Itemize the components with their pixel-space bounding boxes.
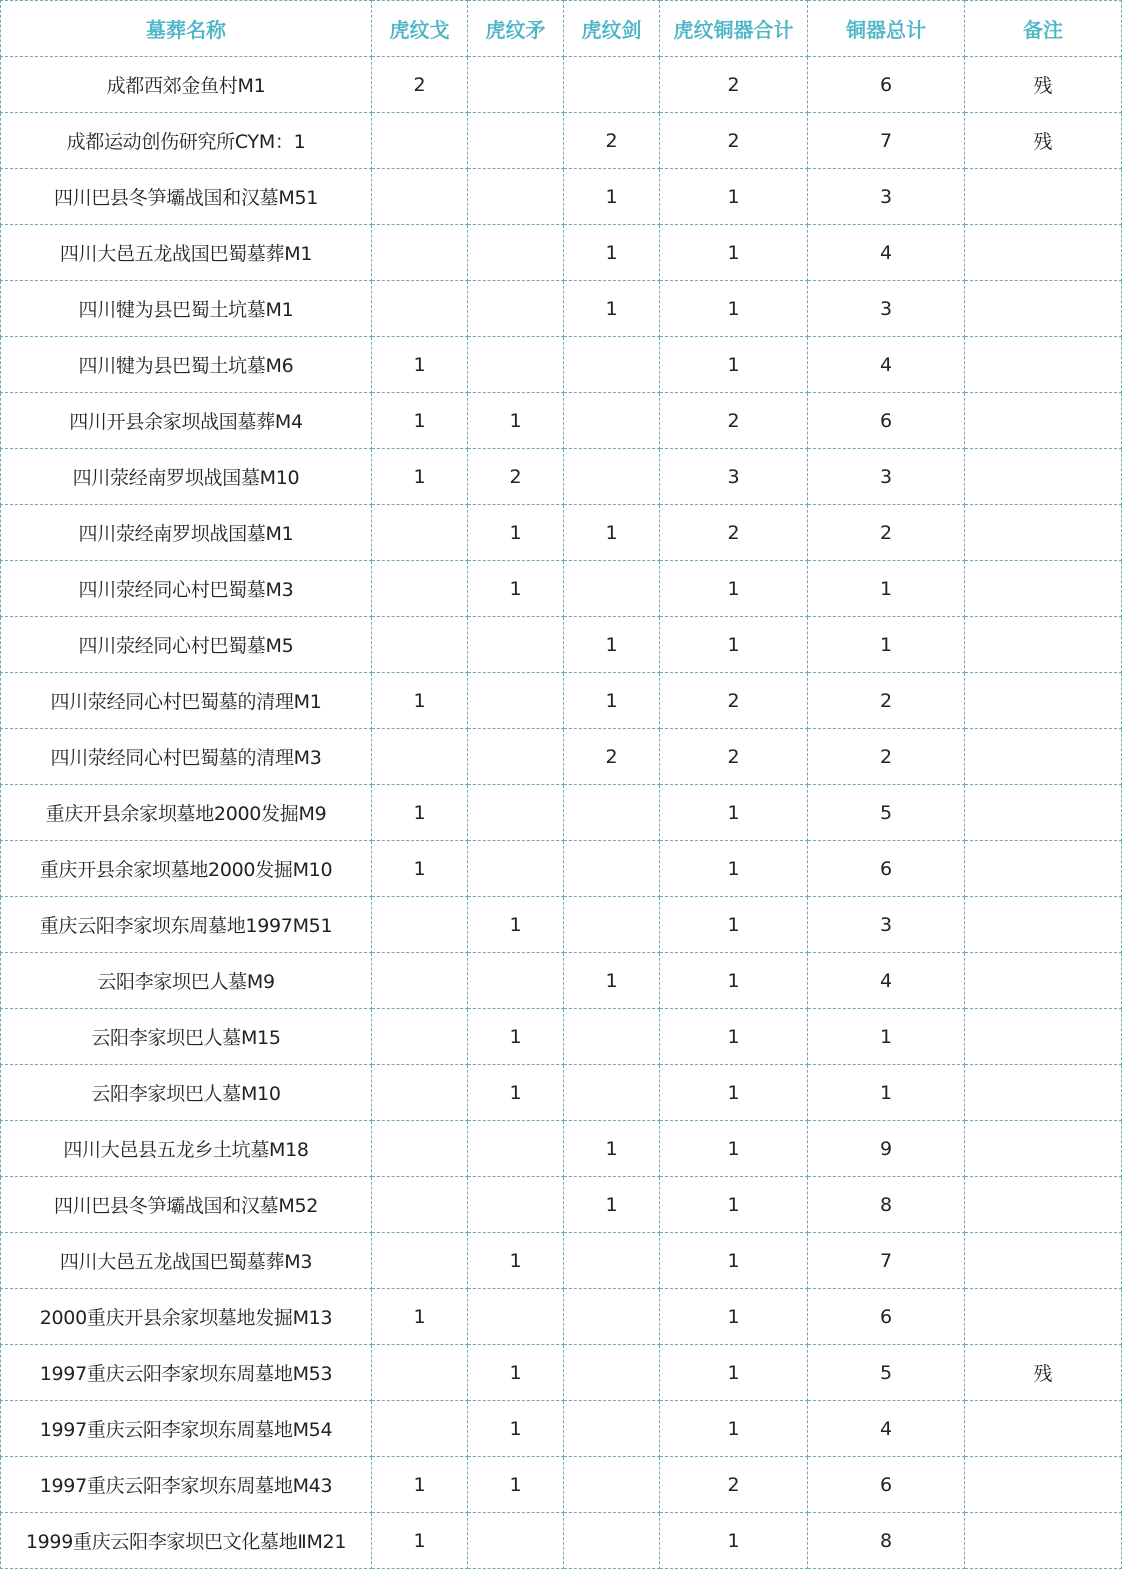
cell-remarks — [965, 1401, 1122, 1457]
cell-tiger-bronze-subtotal: 1 — [660, 1121, 808, 1177]
cell-remarks — [965, 841, 1122, 897]
cell-tiger-ge: 1 — [372, 1457, 468, 1513]
cell-tomb-name: 成都运动创伤研究所CYM：1 — [1, 113, 372, 169]
cell-tiger-bronze-subtotal: 1 — [660, 561, 808, 617]
table-row — [1, 1289, 1122, 1345]
cell-remarks — [965, 953, 1122, 1009]
cell-tiger-spear — [468, 281, 564, 337]
table-row — [1, 505, 1122, 561]
table-row — [1, 729, 1122, 785]
table-row — [1, 57, 1122, 113]
cell-tiger-bronze-subtotal: 1 — [660, 617, 808, 673]
table-body — [1, 57, 1122, 1569]
cell-tiger-bronze-subtotal: 1 — [660, 1065, 808, 1121]
cell-tiger-ge — [372, 897, 468, 953]
cell-tiger-spear: 1 — [468, 1065, 564, 1121]
cell-tiger-bronze-subtotal: 1 — [660, 1345, 808, 1401]
cell-tiger-spear — [468, 225, 564, 281]
table-row — [1, 281, 1122, 337]
table-row — [1, 1177, 1122, 1233]
cell-tiger-bronze-subtotal: 1 — [660, 225, 808, 281]
cell-tomb-name: 云阳李家坝巴人墓M10 — [1, 1065, 372, 1121]
cell-tiger-spear: 1 — [468, 505, 564, 561]
cell-tomb-name: 四川大邑五龙战国巴蜀墓葬M1 — [1, 225, 372, 281]
cell-bronze-total: 1 — [808, 561, 965, 617]
cell-tiger-bronze-subtotal: 1 — [660, 1233, 808, 1289]
cell-tiger-sword: 1 — [564, 673, 660, 729]
cell-tiger-sword: 2 — [564, 113, 660, 169]
cell-tiger-spear — [468, 1513, 564, 1569]
cell-tiger-bronze-subtotal: 2 — [660, 113, 808, 169]
cell-tiger-sword — [564, 1457, 660, 1513]
cell-tomb-name: 1999重庆云阳李家坝巴文化墓地ⅡM21 — [1, 1513, 372, 1569]
cell-tiger-sword: 1 — [564, 1121, 660, 1177]
cell-tiger-sword — [564, 841, 660, 897]
cell-tiger-sword — [564, 1513, 660, 1569]
cell-remarks — [965, 729, 1122, 785]
cell-tiger-spear — [468, 57, 564, 113]
cell-tomb-name: 四川荥经同心村巴蜀墓M3 — [1, 561, 372, 617]
table-row — [1, 1345, 1122, 1401]
cell-bronze-total: 6 — [808, 57, 965, 113]
cell-tiger-spear — [468, 169, 564, 225]
cell-remarks — [965, 1177, 1122, 1233]
cell-tiger-bronze-subtotal: 1 — [660, 1009, 808, 1065]
cell-tiger-spear: 1 — [468, 1345, 564, 1401]
table-row — [1, 953, 1122, 1009]
table-row — [1, 393, 1122, 449]
cell-tiger-ge — [372, 1065, 468, 1121]
cell-tiger-spear: 1 — [468, 1457, 564, 1513]
table-row — [1, 1401, 1122, 1457]
cell-tiger-sword — [564, 897, 660, 953]
cell-tiger-bronze-subtotal: 2 — [660, 729, 808, 785]
cell-tiger-sword — [564, 57, 660, 113]
cell-tiger-ge — [372, 1177, 468, 1233]
cell-bronze-total: 2 — [808, 729, 965, 785]
cell-tiger-spear — [468, 617, 564, 673]
cell-tiger-sword — [564, 1065, 660, 1121]
cell-tiger-spear — [468, 673, 564, 729]
cell-tomb-name: 1997重庆云阳李家坝东周墓地M43 — [1, 1457, 372, 1513]
cell-tiger-sword — [564, 1401, 660, 1457]
cell-tomb-name: 四川开县余家坝战国墓葬M4 — [1, 393, 372, 449]
cell-tiger-ge: 1 — [372, 673, 468, 729]
cell-tomb-name: 重庆云阳李家坝东周墓地1997M51 — [1, 897, 372, 953]
cell-bronze-total: 3 — [808, 169, 965, 225]
cell-tiger-spear — [468, 1177, 564, 1233]
cell-remarks — [965, 337, 1122, 393]
cell-tiger-sword: 2 — [564, 729, 660, 785]
cell-tiger-sword: 1 — [564, 281, 660, 337]
cell-remarks — [965, 617, 1122, 673]
cell-tiger-sword — [564, 337, 660, 393]
table-row — [1, 617, 1122, 673]
cell-tiger-ge — [372, 617, 468, 673]
cell-tiger-spear: 2 — [468, 449, 564, 505]
table-row — [1, 673, 1122, 729]
cell-bronze-total: 6 — [808, 841, 965, 897]
cell-bronze-total: 7 — [808, 113, 965, 169]
cell-remarks — [965, 561, 1122, 617]
cell-tomb-name: 四川荥经南罗坝战国墓M1 — [1, 505, 372, 561]
cell-tiger-bronze-subtotal: 1 — [660, 281, 808, 337]
cell-tiger-sword — [564, 1233, 660, 1289]
cell-tiger-sword — [564, 561, 660, 617]
cell-tomb-name: 四川荥经同心村巴蜀墓的清理M3 — [1, 729, 372, 785]
cell-tiger-sword: 1 — [564, 169, 660, 225]
cell-tiger-bronze-subtotal: 1 — [660, 897, 808, 953]
cell-tiger-spear — [468, 841, 564, 897]
cell-tomb-name: 四川荥经同心村巴蜀墓M5 — [1, 617, 372, 673]
cell-tiger-sword — [564, 785, 660, 841]
cell-tomb-name: 四川大邑县五龙乡土坑墓M18 — [1, 1121, 372, 1177]
cell-tiger-ge — [372, 1121, 468, 1177]
cell-bronze-total: 8 — [808, 1513, 965, 1569]
cell-tiger-bronze-subtotal: 2 — [660, 673, 808, 729]
cell-bronze-total: 1 — [808, 617, 965, 673]
table-row — [1, 1513, 1122, 1569]
cell-remarks — [965, 1233, 1122, 1289]
cell-tiger-ge: 2 — [372, 57, 468, 113]
header-tomb-name: 墓葬名称 — [1, 1, 372, 57]
table-row — [1, 897, 1122, 953]
cell-remarks — [965, 225, 1122, 281]
cell-remarks: 残 — [965, 113, 1122, 169]
cell-tiger-bronze-subtotal: 2 — [660, 393, 808, 449]
cell-tiger-spear — [468, 953, 564, 1009]
cell-bronze-total: 6 — [808, 1457, 965, 1513]
cell-remarks — [965, 1289, 1122, 1345]
cell-remarks — [965, 393, 1122, 449]
cell-tiger-sword — [564, 1289, 660, 1345]
header-tiger-sword: 虎纹剑 — [564, 1, 660, 57]
table-row — [1, 1065, 1122, 1121]
cell-bronze-total: 1 — [808, 1009, 965, 1065]
cell-tomb-name: 四川犍为县巴蜀土坑墓M6 — [1, 337, 372, 393]
cell-tiger-ge — [372, 169, 468, 225]
cell-tiger-spear: 1 — [468, 897, 564, 953]
cell-tiger-bronze-subtotal: 1 — [660, 841, 808, 897]
cell-remarks — [965, 505, 1122, 561]
cell-tomb-name: 1997重庆云阳李家坝东周墓地M54 — [1, 1401, 372, 1457]
cell-tomb-name: 重庆开县余家坝墓地2000发掘M10 — [1, 841, 372, 897]
table-row — [1, 841, 1122, 897]
cell-tomb-name: 云阳李家坝巴人墓M15 — [1, 1009, 372, 1065]
cell-tomb-name: 重庆开县余家坝墓地2000发掘M9 — [1, 785, 372, 841]
cell-tiger-sword: 1 — [564, 505, 660, 561]
cell-tiger-spear: 1 — [468, 1401, 564, 1457]
cell-tiger-spear: 1 — [468, 1009, 564, 1065]
cell-tiger-bronze-subtotal: 1 — [660, 169, 808, 225]
cell-tiger-sword — [564, 1345, 660, 1401]
cell-tiger-sword — [564, 393, 660, 449]
cell-tiger-ge — [372, 1009, 468, 1065]
header-bronze-total: 铜器总计 — [808, 1, 965, 57]
cell-remarks — [965, 1121, 1122, 1177]
cell-tiger-ge — [372, 1233, 468, 1289]
cell-tiger-bronze-subtotal: 1 — [660, 337, 808, 393]
cell-tiger-ge — [372, 505, 468, 561]
cell-tomb-name: 成都西郊金鱼村M1 — [1, 57, 372, 113]
cell-remarks — [965, 673, 1122, 729]
cell-bronze-total: 4 — [808, 337, 965, 393]
cell-tiger-bronze-subtotal: 1 — [660, 1289, 808, 1345]
cell-bronze-total: 4 — [808, 225, 965, 281]
cell-remarks — [965, 1009, 1122, 1065]
header-tiger-bronze-subtotal: 虎纹铜器合计 — [660, 1, 808, 57]
cell-tomb-name: 四川犍为县巴蜀土坑墓M1 — [1, 281, 372, 337]
cell-tiger-ge — [372, 113, 468, 169]
header-row — [1, 1, 1122, 57]
cell-tiger-ge: 1 — [372, 337, 468, 393]
cell-tomb-name: 四川荥经同心村巴蜀墓的清理M1 — [1, 673, 372, 729]
cell-bronze-total: 5 — [808, 785, 965, 841]
cell-tiger-spear — [468, 113, 564, 169]
table-row — [1, 1121, 1122, 1177]
cell-tiger-ge — [372, 281, 468, 337]
cell-tiger-bronze-subtotal: 1 — [660, 1513, 808, 1569]
cell-tomb-name: 四川巴县冬笋壩战国和汉墓M52 — [1, 1177, 372, 1233]
cell-tomb-name: 四川巴县冬笋壩战国和汉墓M51 — [1, 169, 372, 225]
cell-bronze-total: 8 — [808, 1177, 965, 1233]
cell-bronze-total: 7 — [808, 1233, 965, 1289]
cell-remarks — [965, 449, 1122, 505]
cell-remarks — [965, 281, 1122, 337]
cell-tiger-ge — [372, 1401, 468, 1457]
cell-tiger-spear — [468, 729, 564, 785]
header-tiger-ge: 虎纹戈 — [372, 1, 468, 57]
table-row — [1, 225, 1122, 281]
cell-tiger-bronze-subtotal: 1 — [660, 1177, 808, 1233]
cell-tiger-sword — [564, 1009, 660, 1065]
table-row — [1, 113, 1122, 169]
cell-tiger-sword: 1 — [564, 617, 660, 673]
table-row — [1, 1457, 1122, 1513]
cell-tiger-spear — [468, 337, 564, 393]
cell-tiger-ge — [372, 729, 468, 785]
cell-tomb-name: 四川荥经南罗坝战国墓M10 — [1, 449, 372, 505]
cell-remarks — [965, 1457, 1122, 1513]
table-row — [1, 449, 1122, 505]
cell-tiger-bronze-subtotal: 1 — [660, 785, 808, 841]
cell-remarks: 残 — [965, 57, 1122, 113]
cell-tiger-spear: 1 — [468, 561, 564, 617]
cell-bronze-total: 3 — [808, 897, 965, 953]
cell-tiger-bronze-subtotal: 1 — [660, 1401, 808, 1457]
table-row — [1, 337, 1122, 393]
cell-tiger-bronze-subtotal: 1 — [660, 953, 808, 1009]
cell-tiger-ge — [372, 953, 468, 1009]
cell-tiger-spear — [468, 1121, 564, 1177]
cell-remarks — [965, 897, 1122, 953]
cell-tiger-bronze-subtotal: 2 — [660, 1457, 808, 1513]
cell-tomb-name: 四川大邑五龙战国巴蜀墓葬M3 — [1, 1233, 372, 1289]
cell-remarks — [965, 1513, 1122, 1569]
cell-bronze-total: 2 — [808, 673, 965, 729]
cell-remarks — [965, 785, 1122, 841]
cell-tomb-name: 云阳李家坝巴人墓M9 — [1, 953, 372, 1009]
cell-bronze-total: 4 — [808, 953, 965, 1009]
cell-bronze-total: 2 — [808, 505, 965, 561]
cell-tiger-ge — [372, 225, 468, 281]
cell-tiger-ge — [372, 561, 468, 617]
cell-bronze-total: 6 — [808, 393, 965, 449]
cell-tiger-bronze-subtotal: 2 — [660, 505, 808, 561]
table-row — [1, 1233, 1122, 1289]
cell-bronze-total: 4 — [808, 1401, 965, 1457]
table-row — [1, 1009, 1122, 1065]
cell-tiger-spear: 1 — [468, 1233, 564, 1289]
header-tiger-spear: 虎纹矛 — [468, 1, 564, 57]
table-row — [1, 785, 1122, 841]
table-row — [1, 561, 1122, 617]
cell-tiger-ge: 1 — [372, 785, 468, 841]
cell-tiger-ge: 1 — [372, 841, 468, 897]
cell-bronze-total: 3 — [808, 281, 965, 337]
cell-tiger-sword — [564, 449, 660, 505]
cell-tiger-ge: 1 — [372, 1289, 468, 1345]
cell-tiger-bronze-subtotal: 3 — [660, 449, 808, 505]
cell-tiger-bronze-subtotal: 2 — [660, 57, 808, 113]
cell-remarks — [965, 169, 1122, 225]
cell-bronze-total: 6 — [808, 1289, 965, 1345]
cell-tiger-ge: 1 — [372, 449, 468, 505]
cell-tiger-ge: 1 — [372, 393, 468, 449]
cell-tomb-name: 2000重庆开县余家坝墓地发掘M13 — [1, 1289, 372, 1345]
cell-bronze-total: 3 — [808, 449, 965, 505]
cell-tiger-spear — [468, 785, 564, 841]
cell-tiger-sword: 1 — [564, 1177, 660, 1233]
cell-tiger-spear: 1 — [468, 393, 564, 449]
cell-remarks — [965, 1065, 1122, 1121]
cell-bronze-total: 9 — [808, 1121, 965, 1177]
cell-bronze-total: 1 — [808, 1065, 965, 1121]
table-row — [1, 169, 1122, 225]
cell-tiger-spear — [468, 1289, 564, 1345]
cell-tiger-ge: 1 — [372, 1513, 468, 1569]
table-header — [1, 1, 1122, 57]
cell-bronze-total: 5 — [808, 1345, 965, 1401]
header-remarks: 备注 — [965, 1, 1122, 57]
cell-remarks: 残 — [965, 1345, 1122, 1401]
cell-tiger-ge — [372, 1345, 468, 1401]
cell-tomb-name: 1997重庆云阳李家坝东周墓地M53 — [1, 1345, 372, 1401]
cell-tiger-sword: 1 — [564, 953, 660, 1009]
cell-tiger-sword: 1 — [564, 225, 660, 281]
